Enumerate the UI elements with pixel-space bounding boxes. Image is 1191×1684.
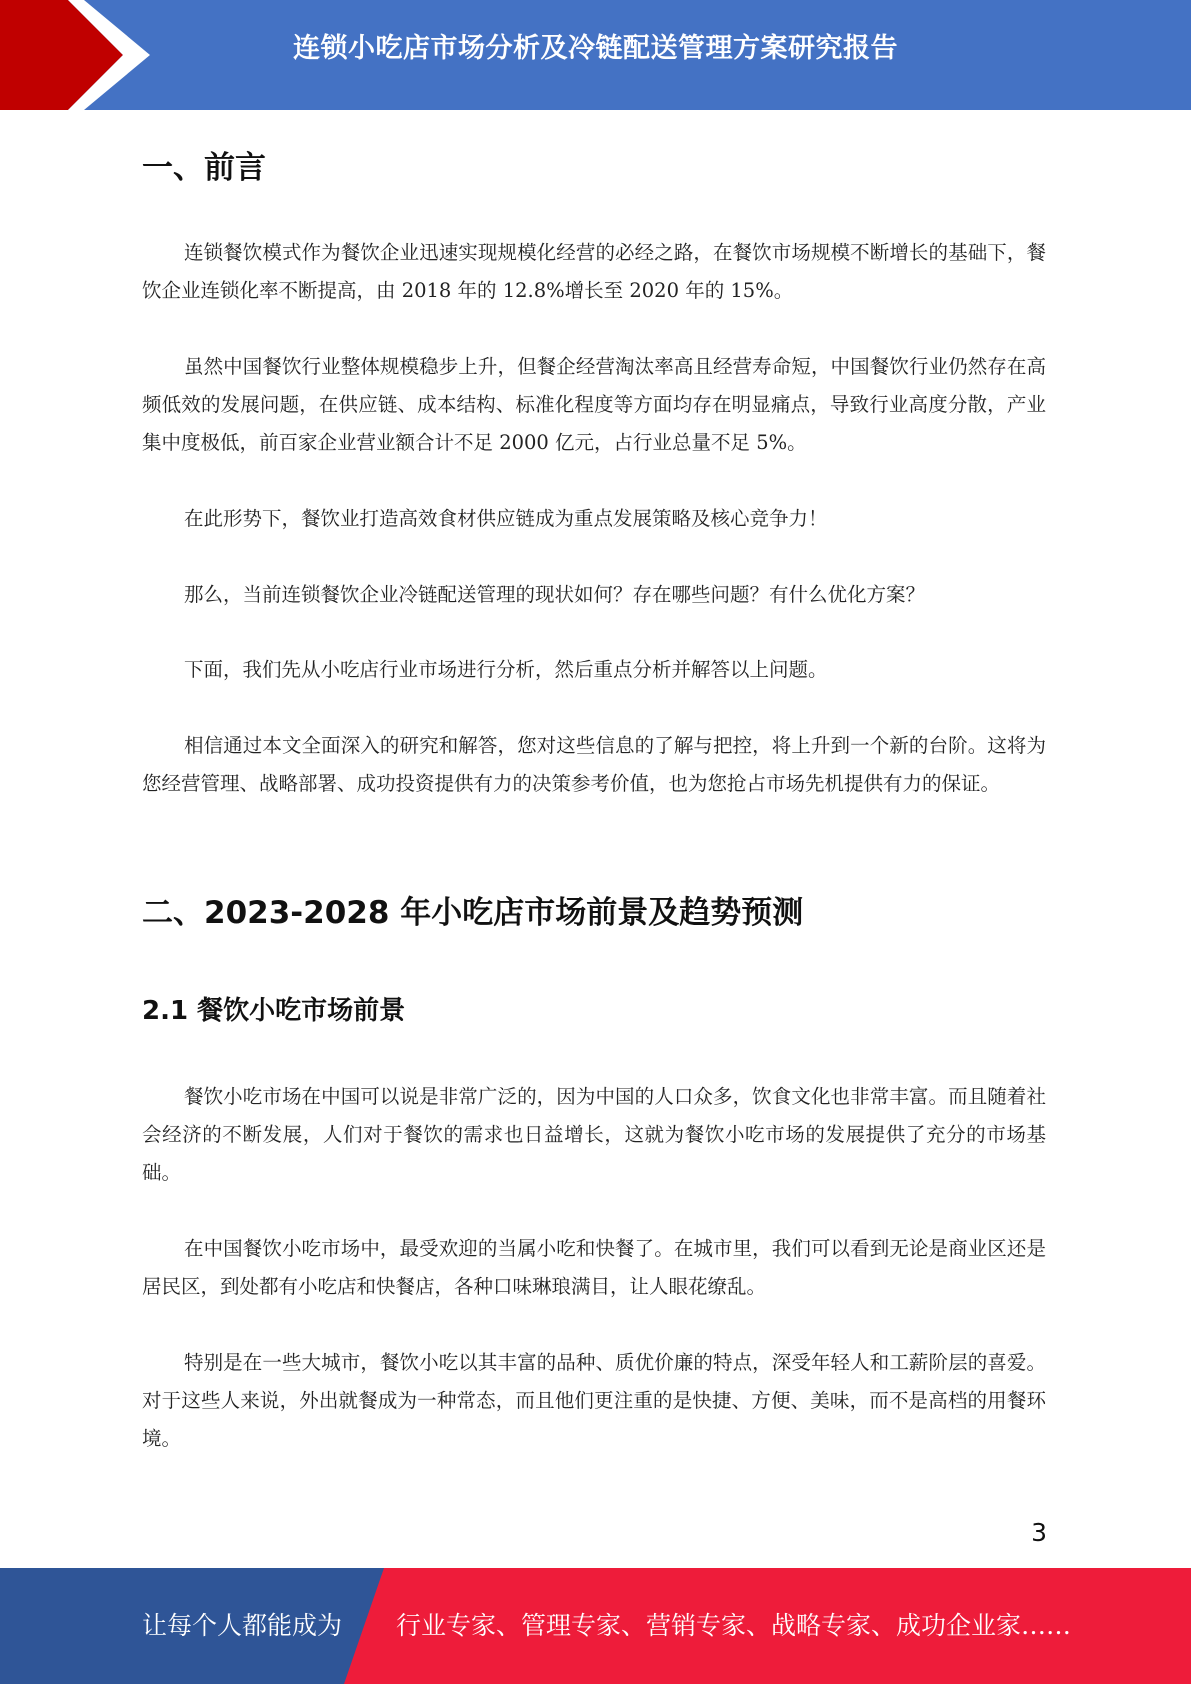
paragraph: 特别是在一些大城市，餐饮小吃以其丰富的品种、质优价廉的特点，深受年轻人和工薪阶层的喜爱。对于这些人来说，外出就餐成为一种常态，而且他们更注重的是快捷、方便、美味，而不是高档的用餐环境。 (142, 1351, 1046, 1450)
report-title: 连锁小吃店市场分析及冷链配送管理方案研究报告 (293, 33, 898, 64)
paragraph: 餐饮小吃市场在中国可以说是非常广泛的，因为中国的人口众多，饮食文化也非常丰富。而且随着社会经济的不断发展，人们对于餐饮的需求也日益增长，这就为餐饮小吃市场的发展提供了充分的市场基础。 (142, 1085, 1046, 1184)
paragraph: 虽然中国餐饮行业整体规模稳步上升，但餐企经营淘汰率高且经营寿命短，中国餐饮行业仍然存在高频低效的发展问题，在供应链、成本结构、标准化程度等方面均存在明显痛点，导致行业高度分散，产业集中度极低，前百家企业营业额合计不足 2000 亿元，占行业总量不足 5%。 (142, 355, 1046, 454)
footer-banner (0, 1568, 1191, 1684)
footer-slogan-right: 行业专家、管理专家、营销专家、战略专家、成功企业家…… (396, 1611, 1072, 1640)
paragraph: 下面，我们先从小吃店行业市场进行分析，然后重点分析并解答以上问题。 (184, 658, 828, 681)
paragraph: 在此形势下，餐饮业打造高效食材供应链成为重点发展策略及核心竞争力！ (184, 507, 828, 530)
paragraph: 那么，当前连锁餐饮企业冷链配送管理的现状如何？存在哪些问题？有什么优化方案？ (184, 583, 926, 606)
subsection-heading: 2.1 餐饮小吃市场前景 (142, 996, 406, 1026)
red-chevron-emblem (0, 0, 160, 110)
header-banner (0, 0, 1191, 110)
paragraph: 在中国餐饮小吃市场中，最受欢迎的当属小吃和快餐了。在城市里，我们可以看到无论是商业区还是居民区，到处都有小吃店和快餐店，各种口味琳琅满目，让人眼花缭乱。 (142, 1237, 1046, 1298)
section-heading-preface: 一、前言 (142, 150, 266, 186)
page-number: 3 (1031, 1518, 1047, 1547)
footer-slogan-left: 让每个人都能成为 (142, 1611, 343, 1640)
paragraph: 连锁餐饮模式作为餐饮企业迅速实现规模化经营的必经之路，在餐饮市场规模不断增长的基础下，餐饮企业连锁化率不断提高，由 2018 年的 12.8%增长至 2020 年的 15%。 (142, 241, 1046, 302)
section-heading-market-outlook: 二、2023-2028 年小吃店市场前景及趋势预测 (142, 895, 804, 931)
paragraph: 相信通过本文全面深入的研究和解答，您对这些信息的了解与把控，将上升到一个新的台阶。这将为您经营管理、战略部署、成功投资提供有力的决策参考价值，也为您抢占市场先机提供有力的保证。 (142, 734, 1046, 795)
